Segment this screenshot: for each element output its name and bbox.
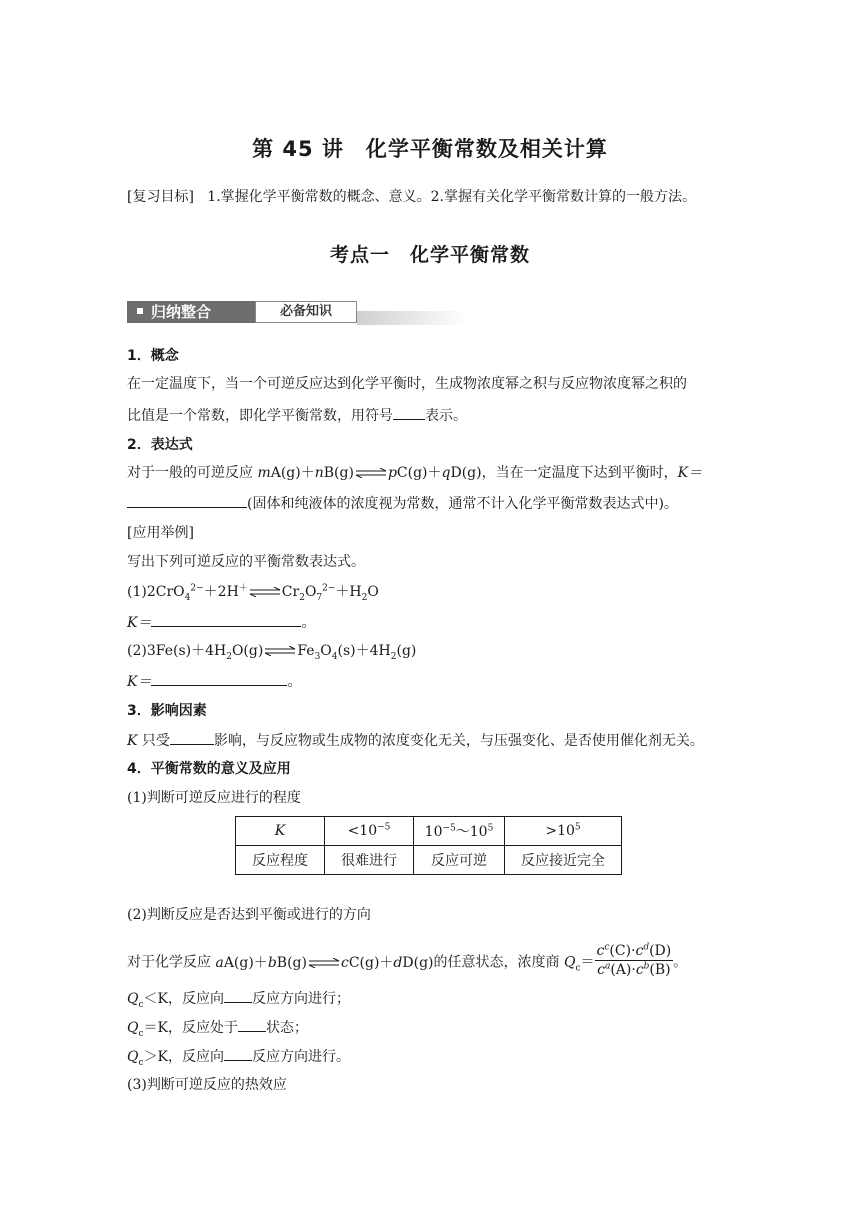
review-objectives bbox=[127, 187, 696, 207]
r1-label: (1) bbox=[127, 584, 147, 600]
s3-text-b: 影响，与反应物或生成物的浓度变化无关，与压强变化、是否使用催化剂无关。 bbox=[213, 733, 704, 749]
blank-k2[interactable] bbox=[151, 671, 287, 686]
k1-end: 。 bbox=[301, 615, 316, 631]
qc-intro-a: 对于化学反应 bbox=[127, 954, 216, 971]
s2-line2 bbox=[127, 493, 678, 514]
banner-main-label: 归纳整合 bbox=[151, 303, 212, 321]
table-cell: 反应可逆 bbox=[414, 846, 505, 875]
s4-sub1: (1)判断可逆反应进行的程度 bbox=[127, 790, 301, 806]
s2-heading: 2．表达式 bbox=[127, 437, 193, 453]
blank-state[interactable] bbox=[238, 1017, 266, 1032]
table-cell: $10^{-5}\sim 10^5$ bbox=[414, 817, 505, 846]
equilibrium-arrow-icon bbox=[354, 468, 388, 478]
qc-tail-3: 反应方向进行。 bbox=[252, 1049, 350, 1065]
table-row bbox=[236, 846, 622, 875]
table-cell: $>10^5$ bbox=[505, 817, 622, 846]
qc-rel-3: ＞K，反应向 bbox=[143, 1049, 224, 1065]
s2-line1b: ，当在一定温度下达到平衡时， bbox=[481, 465, 678, 481]
s4-heading: 4．平衡常数的意义及应用 bbox=[127, 761, 291, 777]
s3-text-a: 只受 bbox=[141, 733, 170, 749]
qc-intro-b: 的任意状态，浓度商 bbox=[433, 954, 564, 971]
example-k1 bbox=[127, 612, 315, 633]
page-title: 第 45 讲 化学平衡常数及相关计算 bbox=[252, 137, 608, 161]
k2-end: 。 bbox=[287, 674, 302, 690]
section-title: 考点一 化学平衡常数 bbox=[329, 244, 530, 266]
k2-label: K＝ bbox=[127, 674, 152, 690]
k1-label: K＝ bbox=[127, 615, 152, 631]
s3-text: K 只受 影响，与反应物或生成物的浓度变化无关，与压强变化、是否使用催化剂无关。 bbox=[127, 730, 704, 751]
blank-k-expression[interactable] bbox=[127, 493, 247, 508]
qc-line-3: $Q_c>K$，反应向 反应方向进行。 bbox=[127, 1046, 350, 1067]
example-k2 bbox=[127, 671, 301, 692]
s3-heading: 3．影响因素 bbox=[127, 703, 207, 719]
banner-gradient bbox=[357, 311, 467, 325]
qc-rel-2: ＝K，反应处于 bbox=[143, 1020, 238, 1036]
s4-sub2: (2)判断反应是否达到平衡或进行的方向 bbox=[127, 907, 371, 923]
r2-label: (2) bbox=[127, 643, 147, 659]
blank-symbol[interactable] bbox=[393, 405, 425, 420]
s2-line1a: 对于一般的可逆反应 bbox=[127, 465, 258, 481]
qc-line-1: $Q_c<K$，反应向 反应方向进行； bbox=[127, 988, 350, 1009]
table-cell: K bbox=[236, 817, 325, 846]
s2-line2-text: (固体和纯液体的浓度视为常数，通常不计入化学平衡常数表达式中)。 bbox=[247, 496, 678, 512]
equilibrium-arrow-icon bbox=[248, 587, 282, 597]
equilibrium-arrow-icon bbox=[263, 646, 297, 656]
example-intro: 写出下列可逆反应的平衡常数表达式。 bbox=[127, 554, 365, 570]
s2-k-eq: K＝ bbox=[677, 465, 703, 481]
blank-factor[interactable] bbox=[170, 730, 214, 745]
s4-sub3: (3)判断可逆反应的热效应 bbox=[127, 1077, 287, 1093]
blank-k1[interactable] bbox=[151, 612, 301, 627]
s2-line1 bbox=[127, 463, 702, 483]
section-banner bbox=[127, 299, 467, 325]
qc-fraction: $\frac{c^c(C)\cdot c^d(D)}{c^a(A)\cdot c^b(B)}$ bbox=[596, 942, 672, 978]
square-icon bbox=[137, 308, 143, 314]
table-cell: 反应程度 bbox=[236, 846, 325, 875]
s1-heading: 1．概念 bbox=[127, 348, 179, 364]
review-text: 1.掌握化学平衡常数的概念、意义。2.掌握有关化学平衡常数计算的一般方法。 bbox=[207, 189, 697, 205]
table-cell: 很难进行 bbox=[325, 846, 414, 875]
banner-tag: 必备知识 bbox=[255, 301, 357, 323]
qc-tail-2: 状态； bbox=[266, 1020, 308, 1036]
blank-direction-2[interactable] bbox=[224, 1046, 252, 1061]
qc-reaction: aA(g)＋bB(g) cC(g)＋dD(g) bbox=[215, 954, 434, 971]
s1-line2 bbox=[127, 405, 467, 426]
k-degree-table bbox=[235, 816, 622, 875]
table-row bbox=[236, 817, 622, 846]
qc-line-2: $Q_c=K$，反应处于 状态； bbox=[127, 1017, 308, 1038]
table-cell: $<10^{-5}$ bbox=[325, 817, 414, 846]
s1-line2a: 比值是一个常数，即化学平衡常数，用符号 bbox=[127, 408, 393, 424]
s1-line2b: 表示。 bbox=[425, 408, 467, 424]
s1-line1: 在一定温度下，当一个可逆反应达到化学平衡时，生成物浓度幂之积与反应物浓度幂之积的 bbox=[127, 376, 687, 392]
banner-main bbox=[127, 301, 255, 323]
blank-direction-1[interactable] bbox=[224, 988, 252, 1003]
example-tag: [应用举例] bbox=[127, 525, 194, 541]
qc-rel-1: ＜K，反应向 bbox=[143, 991, 224, 1007]
equilibrium-arrow-icon bbox=[307, 958, 341, 968]
example-reaction-2: $(2)3Fe(s)+4H_2O(g)$ $Fe_3O_4(s)+4H_2(g)$ bbox=[127, 643, 417, 662]
general-reaction: mA(g)＋nB(g) pC(g)＋qD(g) bbox=[257, 465, 482, 481]
qc-intro: 对于化学反应 aA(g)＋bB(g) cC(g)＋dD(g)的任意状态，浓度商 $Q_c=$ $\frac{c^c(C)\cdot c^d(D)}{c^a(A)\cdot c^b(B)}$ 。 bbox=[127, 942, 688, 978]
review-tag: [复习目标] bbox=[127, 189, 194, 205]
example-reaction-1: (1)2CrO$_4^{2-}$＋2H＋ $Cr_2O_7^{2-}+H_2O$ bbox=[127, 583, 379, 603]
qc-tail-1: 反应方向进行； bbox=[252, 991, 350, 1007]
table-cell: 反应接近完全 bbox=[505, 846, 622, 875]
